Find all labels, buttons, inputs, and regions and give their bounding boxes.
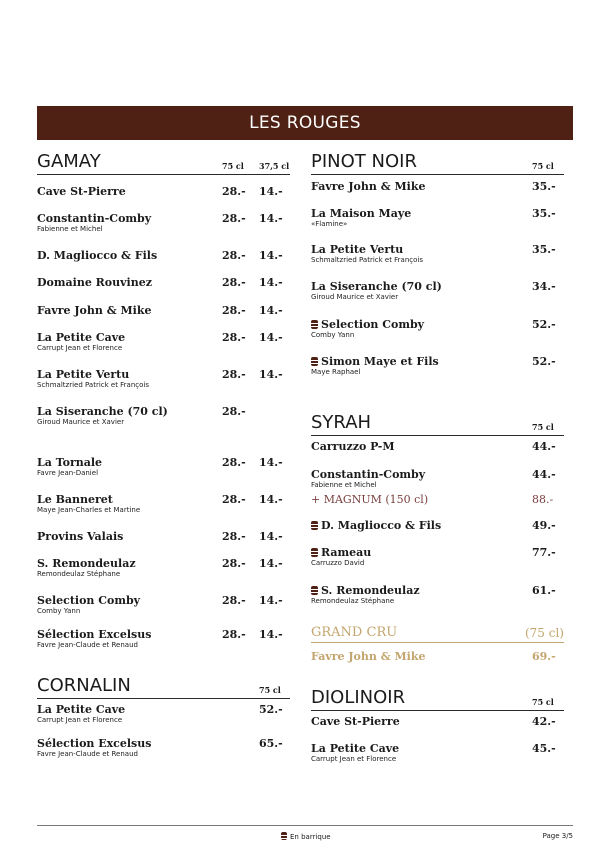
wine-entry [311, 440, 564, 453]
wine-name: Domaine Rouvinez [37, 276, 152, 289]
producer-name: Favre Jean-Claude et Renaud [37, 750, 138, 758]
price-75cl: 35.- [532, 243, 556, 256]
cornalin-col-75cl: 75 cl [259, 685, 281, 695]
price-75cl: 34.- [532, 280, 556, 293]
grand-cru-title: GRAND CRU [311, 625, 398, 640]
price-37cl: 14.- [259, 594, 283, 607]
price-75cl: 61.- [532, 584, 556, 597]
price-75cl: 49.- [532, 519, 556, 532]
price-37cl: 14.- [259, 276, 283, 289]
price-75cl: 65.- [259, 737, 283, 750]
wine-name: Sélection Excelsus [37, 737, 152, 750]
producer-name: Carrupt Jean et Florence [37, 344, 123, 352]
price-75cl: 88.- [532, 493, 554, 506]
wine-name: S. Remondeulaz [37, 557, 136, 570]
gamay-section [37, 150, 290, 655]
gamay-col-37cl: 37,5 cl [259, 161, 290, 171]
wine-name: S. Remondeulaz [321, 584, 420, 597]
wine-name: D. Magliocco & Fils [321, 519, 442, 532]
wine-entry [37, 212, 290, 234]
price-37cl: 14.- [259, 530, 283, 543]
pinot-noir-col-75cl: 75 cl [532, 161, 554, 171]
producer-name: Carrupt Jean et Florence [311, 755, 397, 763]
pinot-noir-title: PINOT NOIR [311, 151, 417, 172]
wine-name: La Siseranche (70 cl) [311, 280, 442, 293]
wine-entry [311, 546, 564, 568]
grand-cru-entry [311, 650, 564, 663]
price-75cl: 28.- [222, 456, 246, 469]
grand-cru-header [311, 625, 564, 643]
wine-entry [37, 405, 290, 427]
price-37cl: 14.- [259, 212, 283, 225]
wine-name: Favre John & Mike [311, 180, 426, 193]
wine-name-with-barrel [311, 318, 564, 331]
price-37cl: 14.- [259, 249, 283, 262]
wine-name: La Petite Cave [37, 331, 126, 344]
wine-entry [37, 368, 290, 390]
footer-legend-label: En barrique [290, 833, 331, 841]
pinot-noir-header [311, 150, 564, 175]
barrel-icon [311, 586, 318, 595]
wine-entry [37, 703, 290, 725]
producer-name: Maye Jean-Charles et Martine [37, 506, 141, 514]
wine-entry [37, 276, 290, 289]
price-75cl: 69.- [532, 650, 556, 663]
wine-name-with-barrel [311, 546, 564, 559]
producer-name: Favre Jean-Claude et Renaud [37, 641, 138, 649]
wine-name: Le Banneret [37, 493, 113, 506]
wine-name: Sélection Excelsus [37, 628, 152, 641]
section-banner: LES ROUGES [37, 106, 573, 140]
producer-name: Fabienne et Michel [37, 225, 103, 233]
price-37cl: 14.- [259, 456, 283, 469]
price-37cl: 14.- [259, 493, 283, 506]
price-75cl: 77.- [532, 546, 556, 559]
price-75cl: 28.- [222, 628, 246, 641]
syrah-col-75cl: 75 cl [532, 422, 554, 432]
price-37cl: 14.- [259, 304, 283, 317]
price-75cl: 28.- [222, 557, 246, 570]
wine-name: Constantin-Comby [311, 468, 426, 481]
wine-name: La Tornale [37, 456, 103, 469]
price-75cl: 52.- [259, 703, 283, 716]
producer-name: Schmaltzried Patrick et François [37, 381, 150, 389]
wine-name: La Petite Vertu [37, 368, 130, 381]
price-75cl: 35.- [532, 180, 556, 193]
wine-name: Favre John & Mike [311, 650, 426, 663]
barrel-icon [281, 832, 287, 840]
producer-name: Carruzzo David [311, 559, 365, 567]
diolinoir-col-75cl: 75 cl [532, 697, 554, 707]
wine-name: Cave St-Pierre [37, 185, 126, 198]
price-75cl: 28.- [222, 249, 246, 262]
wine-name-with-barrel [311, 355, 564, 368]
grand-cru-col: (75 cl) [524, 626, 564, 640]
wine-name: La Petite Cave [37, 703, 126, 716]
wine-entry [311, 715, 564, 728]
wine-entry [311, 180, 564, 193]
wine-entry [311, 742, 564, 764]
syrah-header [311, 411, 564, 436]
price-37cl: 14.- [259, 185, 283, 198]
price-75cl: 35.- [532, 207, 556, 220]
price-75cl: 52.- [532, 355, 556, 368]
price-75cl: 28.- [222, 493, 246, 506]
page-number: Page 3/5 [542, 832, 573, 840]
wine-name: Selection Comby [37, 594, 141, 607]
producer-name: Giroud Maurice et Xavier [311, 293, 399, 301]
wine-entry [311, 468, 564, 490]
wine-entry [37, 737, 290, 759]
wine-entry [37, 628, 290, 650]
wine-entry [311, 318, 564, 340]
diolinoir-header [311, 686, 564, 711]
wine-entry [37, 557, 290, 579]
producer-name: Schmaltzried Patrick et François [311, 256, 424, 264]
wine-name: Provins Valais [37, 530, 124, 543]
producer-name: Fabienne et Michel [311, 481, 377, 489]
producer-name: Remondeulaz Stéphane [37, 570, 121, 578]
syrah-title: SYRAH [311, 412, 372, 433]
wine-name-with-barrel [311, 584, 564, 597]
wine-name: Rameau [321, 546, 372, 559]
wine-entry [311, 355, 564, 377]
wine-entry [37, 304, 290, 317]
price-75cl: 28.- [222, 405, 246, 418]
wine-entry [311, 243, 564, 265]
wine-name: Carruzzo P-M [311, 440, 395, 453]
syrah-section [311, 411, 564, 671]
price-75cl: 45.- [532, 742, 556, 755]
wine-entry [37, 456, 290, 478]
wine-name: + MAGNUM (150 cl) [311, 493, 429, 506]
cornalin-section [37, 674, 290, 774]
wine-name: La Petite Cave [311, 742, 400, 755]
producer-name: Favre Jean-Daniel [37, 469, 99, 477]
price-75cl: 52.- [532, 318, 556, 331]
barrel-icon [311, 548, 318, 557]
price-75cl: 28.- [222, 276, 246, 289]
producer-name: Carrupt Jean et Florence [37, 716, 123, 724]
wine-entry [37, 249, 290, 262]
price-75cl: 28.- [222, 331, 246, 344]
wine-name: Constantin-Comby [37, 212, 152, 225]
wine-entry [37, 331, 290, 353]
gamay-col-75cl: 75 cl [222, 161, 244, 171]
price-75cl: 28.- [222, 368, 246, 381]
wine-name: Simon Maye et Fils [321, 355, 439, 368]
wine-name: La Petite Vertu [311, 243, 404, 256]
barrel-icon [311, 357, 318, 366]
gamay-header [37, 150, 290, 175]
diolinoir-section [311, 686, 564, 776]
wine-name: Cave St-Pierre [311, 715, 400, 728]
wine-name: La Siseranche (70 cl) [37, 405, 168, 418]
wine-entry [37, 594, 290, 616]
barrel-icon [311, 320, 318, 329]
diolinoir-title: DIOLINOIR [311, 687, 406, 708]
wine-name: Selection Comby [321, 318, 425, 331]
price-75cl: 28.- [222, 594, 246, 607]
wine-name: La Maison Maye [311, 207, 412, 220]
price-75cl: 44.- [532, 468, 556, 481]
producer-name: Maye Raphael [311, 368, 361, 376]
wine-entry [37, 530, 290, 543]
price-75cl: 28.- [222, 185, 246, 198]
wine-name-with-barrel [311, 519, 564, 532]
gamay-title: GAMAY [37, 151, 101, 172]
producer-name: Comby Yann [37, 607, 81, 615]
wine-entry [311, 519, 564, 532]
wine-entry [311, 280, 564, 302]
magnum-entry [311, 493, 564, 506]
price-37cl: 14.- [259, 368, 283, 381]
price-75cl: 28.- [222, 212, 246, 225]
footer-legend [281, 832, 331, 841]
cornalin-title: CORNALIN [37, 675, 131, 696]
wine-name: Favre John & Mike [37, 304, 152, 317]
price-37cl: 14.- [259, 628, 283, 641]
wine-name: D. Magliocco & Fils [37, 249, 158, 262]
producer-name: Comby Yann [311, 331, 355, 339]
price-37cl: 14.- [259, 557, 283, 570]
wine-entry [311, 584, 564, 606]
price-75cl: 42.- [532, 715, 556, 728]
barrel-icon [311, 521, 318, 530]
producer-name: Remondeulaz Stéphane [311, 597, 395, 605]
footer-divider [37, 825, 573, 826]
price-75cl: 44.- [532, 440, 556, 453]
price-75cl: 28.- [222, 304, 246, 317]
price-75cl: 28.- [222, 530, 246, 543]
producer-name: Giroud Maurice et Xavier [37, 418, 125, 426]
pinot-noir-section [311, 150, 564, 385]
price-37cl: 14.- [259, 331, 283, 344]
cornalin-header [37, 674, 290, 699]
wine-entry [37, 493, 290, 515]
wine-entry [37, 185, 290, 198]
wine-entry [311, 207, 564, 229]
producer-name: «Flamine» [311, 220, 348, 228]
